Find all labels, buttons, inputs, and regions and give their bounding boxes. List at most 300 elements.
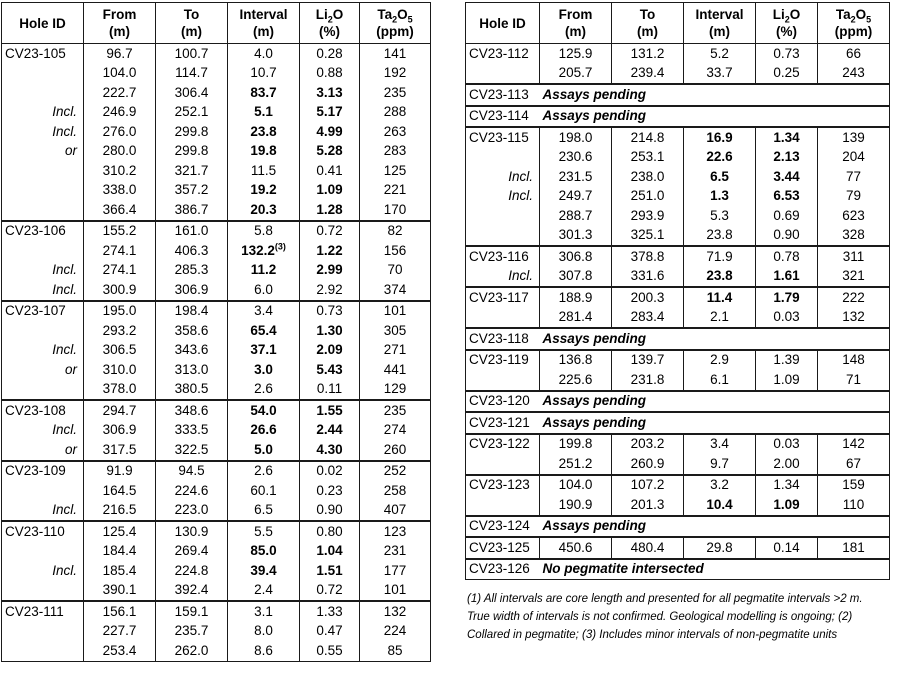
cell-li2o: 1.09 bbox=[300, 181, 360, 201]
cell-li2o: 0.28 bbox=[300, 44, 360, 64]
cell-from: 276.0 bbox=[84, 122, 156, 142]
table-row bbox=[466, 370, 890, 391]
cell-note: Assays pending bbox=[540, 106, 890, 128]
cell-li2o: 0.41 bbox=[300, 161, 360, 181]
cell-from: 205.7 bbox=[540, 64, 612, 85]
cell-interval: 11.2 bbox=[228, 261, 300, 281]
cell-hole-id: Incl. bbox=[2, 280, 84, 301]
cell-interval: 37.1 bbox=[228, 341, 300, 361]
cell-li2o: 1.39 bbox=[756, 350, 818, 371]
cell-interval: 132.2$^{(3)}$ bbox=[228, 241, 300, 261]
table-row bbox=[2, 241, 431, 261]
cell-from: 155.2 bbox=[84, 221, 156, 242]
cell-ta2o5: 110 bbox=[818, 495, 890, 516]
cell-to: 238.0 bbox=[612, 167, 684, 187]
cell-ta2o5: 159 bbox=[818, 475, 890, 496]
cell-ta2o5: 101 bbox=[360, 581, 431, 602]
footnote-line: True width of intervals is not confirmed. Geological modelling is ongoing; (2) bbox=[467, 611, 853, 623]
footnote bbox=[467, 590, 897, 644]
cell-ta2o5: 224 bbox=[360, 622, 431, 642]
cell-from: 96.7 bbox=[84, 44, 156, 64]
table-row bbox=[466, 559, 890, 580]
cell-li2o: 4.30 bbox=[300, 440, 360, 461]
table-row bbox=[466, 127, 890, 148]
cell-hole-id bbox=[466, 226, 540, 247]
cell-interval: 6.1 bbox=[684, 370, 756, 391]
cell-li2o: 0.73 bbox=[756, 44, 818, 64]
cell-to: 198.4 bbox=[156, 301, 228, 322]
cell-ta2o5: 129 bbox=[360, 380, 431, 401]
cell-hole-id: CV23-113 bbox=[466, 84, 540, 106]
cell-to: 235.7 bbox=[156, 622, 228, 642]
cell-to: 480.4 bbox=[612, 537, 684, 559]
right-table-body bbox=[466, 44, 890, 580]
cell-to: 253.1 bbox=[612, 148, 684, 168]
cell-interval: 2.6 bbox=[228, 380, 300, 401]
cell-from: 188.9 bbox=[540, 287, 612, 308]
cell-li2o: 0.23 bbox=[300, 481, 360, 501]
cell-hole-id bbox=[466, 148, 540, 168]
cell-li2o: 0.25 bbox=[756, 64, 818, 85]
table-row bbox=[2, 521, 431, 542]
cell-to: 392.4 bbox=[156, 581, 228, 602]
cell-hole-id bbox=[466, 495, 540, 516]
cell-interval: 39.4 bbox=[228, 561, 300, 581]
cell-ta2o5: 441 bbox=[360, 360, 431, 380]
cell-to: 269.4 bbox=[156, 542, 228, 562]
cell-from: 274.1 bbox=[84, 241, 156, 261]
cell-li2o: 1.30 bbox=[300, 321, 360, 341]
cell-li2o: 1.34 bbox=[756, 475, 818, 496]
table-row bbox=[2, 83, 431, 103]
cell-hole-id: Incl. bbox=[2, 261, 84, 281]
cell-li2o: 0.69 bbox=[756, 206, 818, 226]
table-row bbox=[2, 561, 431, 581]
cell-hole-id bbox=[466, 206, 540, 226]
cell-li2o: 5.43 bbox=[300, 360, 360, 380]
cell-ta2o5: 328 bbox=[818, 226, 890, 247]
cell-from: 246.9 bbox=[84, 103, 156, 123]
cell-from: 104.0 bbox=[540, 475, 612, 496]
cell-from: 274.1 bbox=[84, 261, 156, 281]
cell-interval: 85.0 bbox=[228, 542, 300, 562]
table-row bbox=[466, 537, 890, 559]
cell-from: 294.7 bbox=[84, 400, 156, 421]
cell-li2o: 1.61 bbox=[756, 267, 818, 288]
cell-interval: 26.6 bbox=[228, 421, 300, 441]
cell-interval: 4.0 bbox=[228, 44, 300, 64]
cell-li2o: 1.55 bbox=[300, 400, 360, 421]
cell-interval: 71.9 bbox=[684, 246, 756, 267]
table-row bbox=[2, 641, 431, 661]
cell-from: 310.2 bbox=[84, 161, 156, 181]
cell-from: 231.5 bbox=[540, 167, 612, 187]
cell-interval: 5.2 bbox=[684, 44, 756, 64]
cell-ta2o5: 221 bbox=[360, 181, 431, 201]
cell-ta2o5: 181 bbox=[818, 537, 890, 559]
table-row bbox=[2, 622, 431, 642]
cell-from: 390.1 bbox=[84, 581, 156, 602]
cell-to: 322.5 bbox=[156, 440, 228, 461]
cell-interval: 2.4 bbox=[228, 581, 300, 602]
cell-hole-id: CV23-112 bbox=[466, 44, 540, 64]
cell-from: 195.0 bbox=[84, 301, 156, 322]
left-table-body bbox=[2, 44, 431, 662]
cell-to: 285.3 bbox=[156, 261, 228, 281]
cell-from: 104.0 bbox=[84, 64, 156, 84]
cell-hole-id bbox=[466, 370, 540, 391]
cell-to: 358.6 bbox=[156, 321, 228, 341]
cell-from: 450.6 bbox=[540, 537, 612, 559]
cell-ta2o5: 70 bbox=[360, 261, 431, 281]
cell-to: 260.9 bbox=[612, 454, 684, 475]
table-row bbox=[2, 64, 431, 84]
cell-li2o: 2.09 bbox=[300, 341, 360, 361]
cell-interval: 54.0 bbox=[228, 400, 300, 421]
cell-to: 306.9 bbox=[156, 280, 228, 301]
cell-ta2o5: 235 bbox=[360, 83, 431, 103]
cell-to: 251.0 bbox=[612, 187, 684, 207]
table-row bbox=[466, 44, 890, 64]
cell-hole-id bbox=[2, 64, 84, 84]
cell-ta2o5: 192 bbox=[360, 64, 431, 84]
cell-hole-id: Incl. bbox=[466, 167, 540, 187]
cell-note: Assays pending bbox=[540, 412, 890, 434]
cell-ta2o5: 156 bbox=[360, 241, 431, 261]
cell-ta2o5: 305 bbox=[360, 321, 431, 341]
cell-hole-id bbox=[2, 581, 84, 602]
cell-interval: 23.8 bbox=[228, 122, 300, 142]
table-row bbox=[2, 161, 431, 181]
cell-interval: 6.5 bbox=[228, 501, 300, 522]
cell-to: 239.4 bbox=[612, 64, 684, 85]
cell-to: 283.4 bbox=[612, 308, 684, 329]
cell-li2o: 0.73 bbox=[300, 301, 360, 322]
cell-from: 249.7 bbox=[540, 187, 612, 207]
cell-hole-id: Incl. bbox=[466, 267, 540, 288]
cell-to: 380.5 bbox=[156, 380, 228, 401]
table-row bbox=[2, 301, 431, 322]
cell-from: 251.2 bbox=[540, 454, 612, 475]
cell-ta2o5: 407 bbox=[360, 501, 431, 522]
cell-to: 325.1 bbox=[612, 226, 684, 247]
cell-hole-id: CV23-115 bbox=[466, 127, 540, 148]
header-from: From (m) bbox=[84, 3, 156, 44]
cell-hole-id bbox=[2, 321, 84, 341]
table-row bbox=[466, 226, 890, 247]
cell-li2o: 1.28 bbox=[300, 200, 360, 221]
cell-li2o: 3.13 bbox=[300, 83, 360, 103]
cell-ta2o5: 623 bbox=[818, 206, 890, 226]
cell-hole-id bbox=[2, 641, 84, 661]
cell-to: 159.1 bbox=[156, 601, 228, 622]
cell-interval: 2.9 bbox=[684, 350, 756, 371]
table-row bbox=[2, 280, 431, 301]
cell-hole-id: Incl. bbox=[2, 341, 84, 361]
cell-from: 301.3 bbox=[540, 226, 612, 247]
cell-from: 280.0 bbox=[84, 142, 156, 162]
table-row bbox=[466, 206, 890, 226]
cell-from: 164.5 bbox=[84, 481, 156, 501]
cell-interval: 5.1 bbox=[228, 103, 300, 123]
cell-from: 227.7 bbox=[84, 622, 156, 642]
cell-ta2o5: 283 bbox=[360, 142, 431, 162]
cell-from: 338.0 bbox=[84, 181, 156, 201]
table-row bbox=[466, 308, 890, 329]
cell-li2o: 2.99 bbox=[300, 261, 360, 281]
cell-interval: 29.8 bbox=[684, 537, 756, 559]
cell-hole-id bbox=[466, 64, 540, 85]
table-row bbox=[2, 341, 431, 361]
cell-interval: 3.4 bbox=[228, 301, 300, 322]
cell-li2o: 1.09 bbox=[756, 495, 818, 516]
cell-ta2o5: 141 bbox=[360, 44, 431, 64]
cell-ta2o5: 125 bbox=[360, 161, 431, 181]
cell-li2o: 1.51 bbox=[300, 561, 360, 581]
cell-from: 125.9 bbox=[540, 44, 612, 64]
cell-hole-id: CV23-106 bbox=[2, 221, 84, 242]
cell-interval: 8.6 bbox=[228, 641, 300, 661]
header-interval: Interval (m) bbox=[684, 3, 756, 44]
table-row bbox=[466, 267, 890, 288]
cell-li2o: 2.44 bbox=[300, 421, 360, 441]
cell-to: 321.7 bbox=[156, 161, 228, 181]
cell-interval: 16.9 bbox=[684, 127, 756, 148]
cell-to: 299.8 bbox=[156, 122, 228, 142]
cell-li2o: 0.11 bbox=[300, 380, 360, 401]
table-row bbox=[2, 44, 431, 64]
header-interval: Interval (m) bbox=[228, 3, 300, 44]
cell-interval: 9.7 bbox=[684, 454, 756, 475]
header-hole-id: Hole ID bbox=[466, 3, 540, 44]
cell-from: 185.4 bbox=[84, 561, 156, 581]
cell-ta2o5: 288 bbox=[360, 103, 431, 123]
cell-hole-id: CV23-117 bbox=[466, 287, 540, 308]
footnote-line: Collared in pegmatite; (3) Includes minor intervals of non-pegmatite units bbox=[467, 629, 838, 641]
cell-ta2o5: 142 bbox=[818, 434, 890, 455]
table-row bbox=[2, 321, 431, 341]
cell-li2o: 0.03 bbox=[756, 434, 818, 455]
cell-interval: 6.5 bbox=[684, 167, 756, 187]
cell-li2o: 0.02 bbox=[300, 461, 360, 482]
cell-interval: 1.3 bbox=[684, 187, 756, 207]
cell-hole-id bbox=[466, 454, 540, 475]
cell-hole-id: CV23-122 bbox=[466, 434, 540, 455]
cell-from: 253.4 bbox=[84, 641, 156, 661]
cell-ta2o5: 258 bbox=[360, 481, 431, 501]
cell-to: 223.0 bbox=[156, 501, 228, 522]
cell-li2o: 0.72 bbox=[300, 221, 360, 242]
cell-to: 299.8 bbox=[156, 142, 228, 162]
cell-li2o: 1.34 bbox=[756, 127, 818, 148]
cell-from: 307.8 bbox=[540, 267, 612, 288]
cell-from: 293.2 bbox=[84, 321, 156, 341]
cell-from: 225.6 bbox=[540, 370, 612, 391]
table-row bbox=[466, 148, 890, 168]
cell-interval: 11.5 bbox=[228, 161, 300, 181]
cell-interval: 5.0 bbox=[228, 440, 300, 461]
table-row bbox=[466, 64, 890, 85]
cell-to: 348.6 bbox=[156, 400, 228, 421]
cell-ta2o5: 148 bbox=[818, 350, 890, 371]
footnote-ref: (3) bbox=[274, 241, 286, 252]
cell-interval: 83.7 bbox=[228, 83, 300, 103]
header-ta2o5: $Ta_2O_5$ (ppm) bbox=[818, 3, 890, 44]
cell-to: 139.7 bbox=[612, 350, 684, 371]
header-li2o: $Li_2O$ (%) bbox=[300, 3, 360, 44]
cell-note: Assays pending bbox=[540, 516, 890, 538]
cell-interval: 23.8 bbox=[684, 226, 756, 247]
cell-ta2o5: 374 bbox=[360, 280, 431, 301]
cell-hole-id: CV23-119 bbox=[466, 350, 540, 371]
cell-hole-id: CV23-118 bbox=[466, 328, 540, 350]
cell-hole-id: CV23-111 bbox=[2, 601, 84, 622]
cell-ta2o5: 274 bbox=[360, 421, 431, 441]
cell-hole-id bbox=[2, 481, 84, 501]
cell-interval: 2.1 bbox=[684, 308, 756, 329]
cell-hole-id: CV23-105 bbox=[2, 44, 84, 64]
cell-hole-id: CV23-126 bbox=[466, 559, 540, 580]
table-row bbox=[2, 601, 431, 622]
cell-interval: 3.2 bbox=[684, 475, 756, 496]
cell-ta2o5: 177 bbox=[360, 561, 431, 581]
table-row bbox=[466, 187, 890, 207]
footnote-line: (1) All intervals are core length and presented for all pegmatite intervals >2 m. bbox=[467, 593, 863, 605]
cell-interval: 5.3 bbox=[684, 206, 756, 226]
cell-to: 94.5 bbox=[156, 461, 228, 482]
table-row bbox=[466, 434, 890, 455]
cell-interval: 3.0 bbox=[228, 360, 300, 380]
cell-ta2o5: 123 bbox=[360, 521, 431, 542]
table-row bbox=[2, 261, 431, 281]
cell-ta2o5: 85 bbox=[360, 641, 431, 661]
cell-ta2o5: 243 bbox=[818, 64, 890, 85]
table-row bbox=[466, 106, 890, 128]
cell-note: Assays pending bbox=[540, 84, 890, 106]
cell-ta2o5: 132 bbox=[818, 308, 890, 329]
table-row bbox=[466, 246, 890, 267]
cell-to: 331.6 bbox=[612, 267, 684, 288]
cell-hole-id: CV23-114 bbox=[466, 106, 540, 128]
cell-from: 366.4 bbox=[84, 200, 156, 221]
header-row bbox=[2, 3, 431, 44]
cell-interval: 6.0 bbox=[228, 280, 300, 301]
cell-to: 214.8 bbox=[612, 127, 684, 148]
table-row bbox=[466, 350, 890, 371]
cell-ta2o5: 66 bbox=[818, 44, 890, 64]
header-row bbox=[466, 3, 890, 44]
cell-ta2o5: 231 bbox=[360, 542, 431, 562]
cell-hole-id: CV23-125 bbox=[466, 537, 540, 559]
cell-from: 306.8 bbox=[540, 246, 612, 267]
table-row bbox=[466, 495, 890, 516]
table-row bbox=[2, 103, 431, 123]
cell-from: 281.4 bbox=[540, 308, 612, 329]
cell-ta2o5: 204 bbox=[818, 148, 890, 168]
cell-to: 161.0 bbox=[156, 221, 228, 242]
table-row bbox=[466, 167, 890, 187]
cell-to: 313.0 bbox=[156, 360, 228, 380]
table-row bbox=[2, 421, 431, 441]
cell-interval: 19.8 bbox=[228, 142, 300, 162]
cell-hole-id: CV23-121 bbox=[466, 412, 540, 434]
header-to: To (m) bbox=[156, 3, 228, 44]
cell-to: 378.8 bbox=[612, 246, 684, 267]
cell-ta2o5: 82 bbox=[360, 221, 431, 242]
cell-hole-id: Incl. bbox=[2, 421, 84, 441]
cell-to: 386.7 bbox=[156, 200, 228, 221]
header-ta2o5: $Ta_2O_5$ (ppm) bbox=[360, 3, 431, 44]
table-row bbox=[466, 287, 890, 308]
cell-from: 91.9 bbox=[84, 461, 156, 482]
cell-interval: 10.4 bbox=[684, 495, 756, 516]
table-row bbox=[466, 391, 890, 413]
cell-hole-id: CV23-108 bbox=[2, 400, 84, 421]
cell-li2o: 3.44 bbox=[756, 167, 818, 187]
cell-ta2o5: 263 bbox=[360, 122, 431, 142]
table-row bbox=[2, 400, 431, 421]
cell-to: 252.1 bbox=[156, 103, 228, 123]
cell-from: 306.5 bbox=[84, 341, 156, 361]
table-row bbox=[2, 461, 431, 482]
cell-to: 130.9 bbox=[156, 521, 228, 542]
cell-hole-id bbox=[2, 83, 84, 103]
cell-from: 230.6 bbox=[540, 148, 612, 168]
cell-ta2o5: 222 bbox=[818, 287, 890, 308]
cell-to: 114.7 bbox=[156, 64, 228, 84]
cell-from: 156.1 bbox=[84, 601, 156, 622]
table-row bbox=[2, 181, 431, 201]
cell-li2o: 2.13 bbox=[756, 148, 818, 168]
cell-li2o: 2.00 bbox=[756, 454, 818, 475]
cell-hole-id: CV23-110 bbox=[2, 521, 84, 542]
cell-ta2o5: 132 bbox=[360, 601, 431, 622]
cell-li2o: 0.72 bbox=[300, 581, 360, 602]
cell-from: 199.8 bbox=[540, 434, 612, 455]
cell-interval: 22.6 bbox=[684, 148, 756, 168]
cell-to: 107.2 bbox=[612, 475, 684, 496]
table-row bbox=[2, 142, 431, 162]
cell-from: 378.0 bbox=[84, 380, 156, 401]
cell-li2o: 4.99 bbox=[300, 122, 360, 142]
cell-from: 136.8 bbox=[540, 350, 612, 371]
cell-ta2o5: 101 bbox=[360, 301, 431, 322]
cell-li2o: 1.04 bbox=[300, 542, 360, 562]
cell-ta2o5: 321 bbox=[818, 267, 890, 288]
cell-li2o: 1.09 bbox=[756, 370, 818, 391]
cell-ta2o5: 139 bbox=[818, 127, 890, 148]
cell-hole-id: Incl. bbox=[2, 561, 84, 581]
table-row bbox=[466, 328, 890, 350]
cell-from: 190.9 bbox=[540, 495, 612, 516]
table-row bbox=[466, 516, 890, 538]
cell-hole-id: CV23-107 bbox=[2, 301, 84, 322]
cell-ta2o5: 235 bbox=[360, 400, 431, 421]
cell-to: 406.3 bbox=[156, 241, 228, 261]
cell-to: 333.5 bbox=[156, 421, 228, 441]
cell-interval: 3.1 bbox=[228, 601, 300, 622]
cell-li2o: 0.47 bbox=[300, 622, 360, 642]
cell-hole-id bbox=[2, 181, 84, 201]
cell-li2o: 1.22 bbox=[300, 241, 360, 261]
cell-interval: 3.4 bbox=[684, 434, 756, 455]
cell-li2o: 1.79 bbox=[756, 287, 818, 308]
table-row bbox=[2, 200, 431, 221]
cell-interval: 65.4 bbox=[228, 321, 300, 341]
cell-from: 222.7 bbox=[84, 83, 156, 103]
cell-hole-id bbox=[2, 542, 84, 562]
header-li2o: $Li_2O$ (%) bbox=[756, 3, 818, 44]
